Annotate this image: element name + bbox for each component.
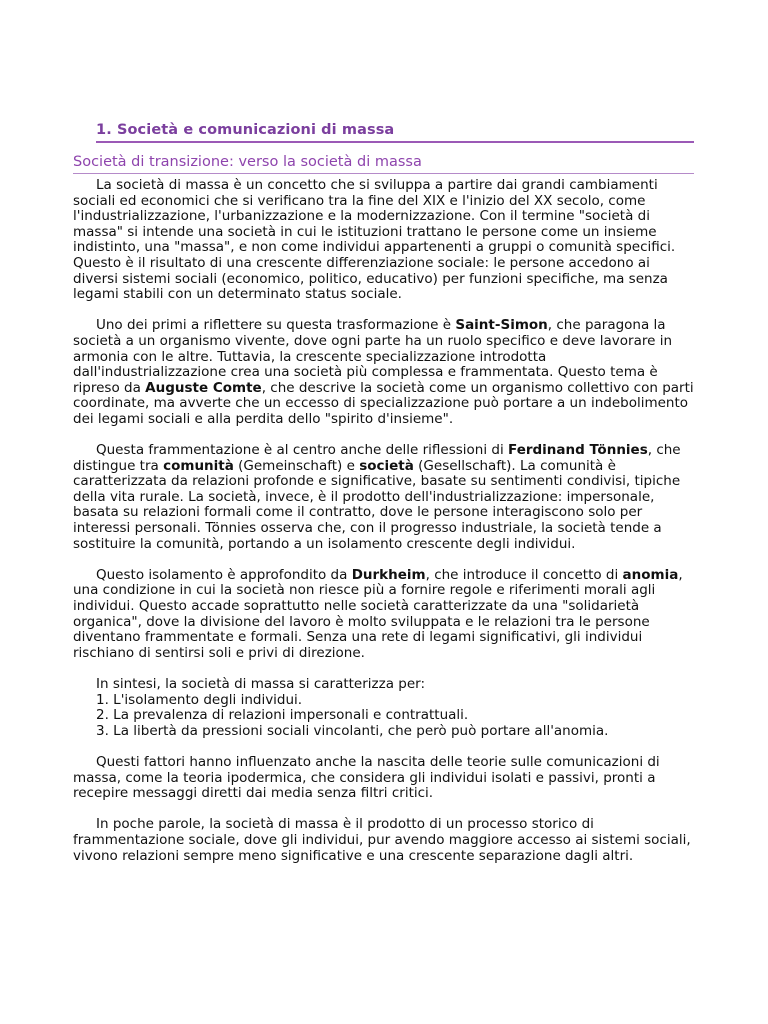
paragraph xyxy=(73,755,699,802)
bold-term: Durkheim xyxy=(351,566,426,583)
text-run: , che introduce il concetto di xyxy=(425,566,623,583)
bold-term: comunità xyxy=(163,457,234,474)
text-run: (Gesellschaft). La comunità è caratterizzata da relazioni profonde e significative, basate su sentimenti condivisi, tipiche della vita rurale. La società, invece, è il prodotto dell'industrializzazione: impersonale, basata su relazioni formali come il contratto, dove le persone interagiscono solo per interessi personali. Tönnies osserva che, con il progresso industriale, la società tende a sostituire la comunità, portando a un isolamento crescente degli individui. xyxy=(73,457,681,552)
bold-term: Ferdinand Tönnies xyxy=(508,442,648,459)
bold-term: Saint-Simon xyxy=(455,317,548,334)
text-run: , che distingue tra xyxy=(73,442,681,474)
paragraph xyxy=(73,568,699,662)
list-item: 3. La libertà da pressioni sociali vincolanti, che però può portare all'anomia. xyxy=(96,722,609,739)
bold-term: Auguste Comte xyxy=(145,379,262,396)
paragraph xyxy=(73,318,699,427)
bold-term: anomia xyxy=(622,566,679,583)
text-run: In poche parole, la società di massa è il prodotto di un processo storico di frammentazione sociale, dove gli individui, pur avendo maggiore accesso ai sistemi sociali, vivono relazioni sempre meno significative e una crescente separazione dagli altri. xyxy=(73,816,691,864)
paragraph xyxy=(73,443,699,552)
paragraph xyxy=(73,817,699,864)
text-run: (Gemeinschaft) e xyxy=(233,457,360,474)
text-run: Questi fattori hanno influenzato anche la nascita delle teorie sulle comunicazioni di massa, come la teoria ipodermica, che considera gli individui isolati e passivi, pronti a recepire messaggi diretti dai media senza filtri critici. xyxy=(73,753,660,802)
bold-term: società xyxy=(359,457,414,474)
section-heading: 1. Società e comunicazioni di massa xyxy=(96,120,694,143)
document-body xyxy=(73,178,699,880)
section-subheading: Società di transizione: verso la società di massa xyxy=(73,152,694,174)
text-run: Questa frammentazione è al centro anche delle riflessioni di xyxy=(96,442,509,459)
paragraph xyxy=(73,178,699,303)
text-run: , che paragona la società a un organismo vivente, dove ogni parte ha un ruolo specifico e deve lavorare in armonia con le altre. Tuttavia, la crescente specializzazione introdotta dall'industrializzazione crea una società più complessa e frammentata. Questo tema è ripreso da xyxy=(73,317,673,396)
text-run: Questo isolamento è approfondito da xyxy=(96,566,352,583)
text-run: , una condizione in cui la società non riesce più a fornire regole e riferimenti morali agli individui. Questo accade soprattutto nelle società caratterizzate da una "solidarietà organica", dove la divisione del lavoro è molto sviluppata e le relazioni tra le persone diventano frammentate e formali. Senza una rete di legami significativi, gli individui rischiano di sentirsi soli e privi di direzione. xyxy=(73,566,683,661)
summary-list xyxy=(73,677,699,739)
text-run: , che descrive la società come un organismo collettivo con parti coordinate, ma avverte che un eccesso di specializzazione può portare a un indebolimento dei legami sociali e alla perdita dello "spirito d'insieme". xyxy=(73,379,694,427)
summary-intro: In sintesi, la società di massa si caratterizza per: xyxy=(96,676,426,692)
text-run: Uno dei primi a riflettere su questa trasformazione è xyxy=(96,317,456,334)
text-run: La società di massa è un concetto che si sviluppa a partire dai grandi cambiamenti sociali ed economici che si verificano tra la fine del XIX e l'inizio del XX secolo, come l'industrializzazione, l'urbanizzazione e la modernizzazione. Con il termine "società di massa" si intende una società in cui le istituzioni trattano le persone come un insieme indistinto, una "massa", e non come individui appartenenti a gruppi o comunità specifici. Questo è il risultato di una crescente differenziazione sociale: le persone accedono ai diversi sistemi sociali (economico, politico, educativo) per funzioni specifiche, ma senza legami stabili con un determinato status sociale. xyxy=(73,177,676,303)
list-item: 1. L'isolamento degli individui. xyxy=(96,691,303,708)
list-item: 2. La prevalenza di relazioni impersonali e contrattuali. xyxy=(96,707,469,724)
